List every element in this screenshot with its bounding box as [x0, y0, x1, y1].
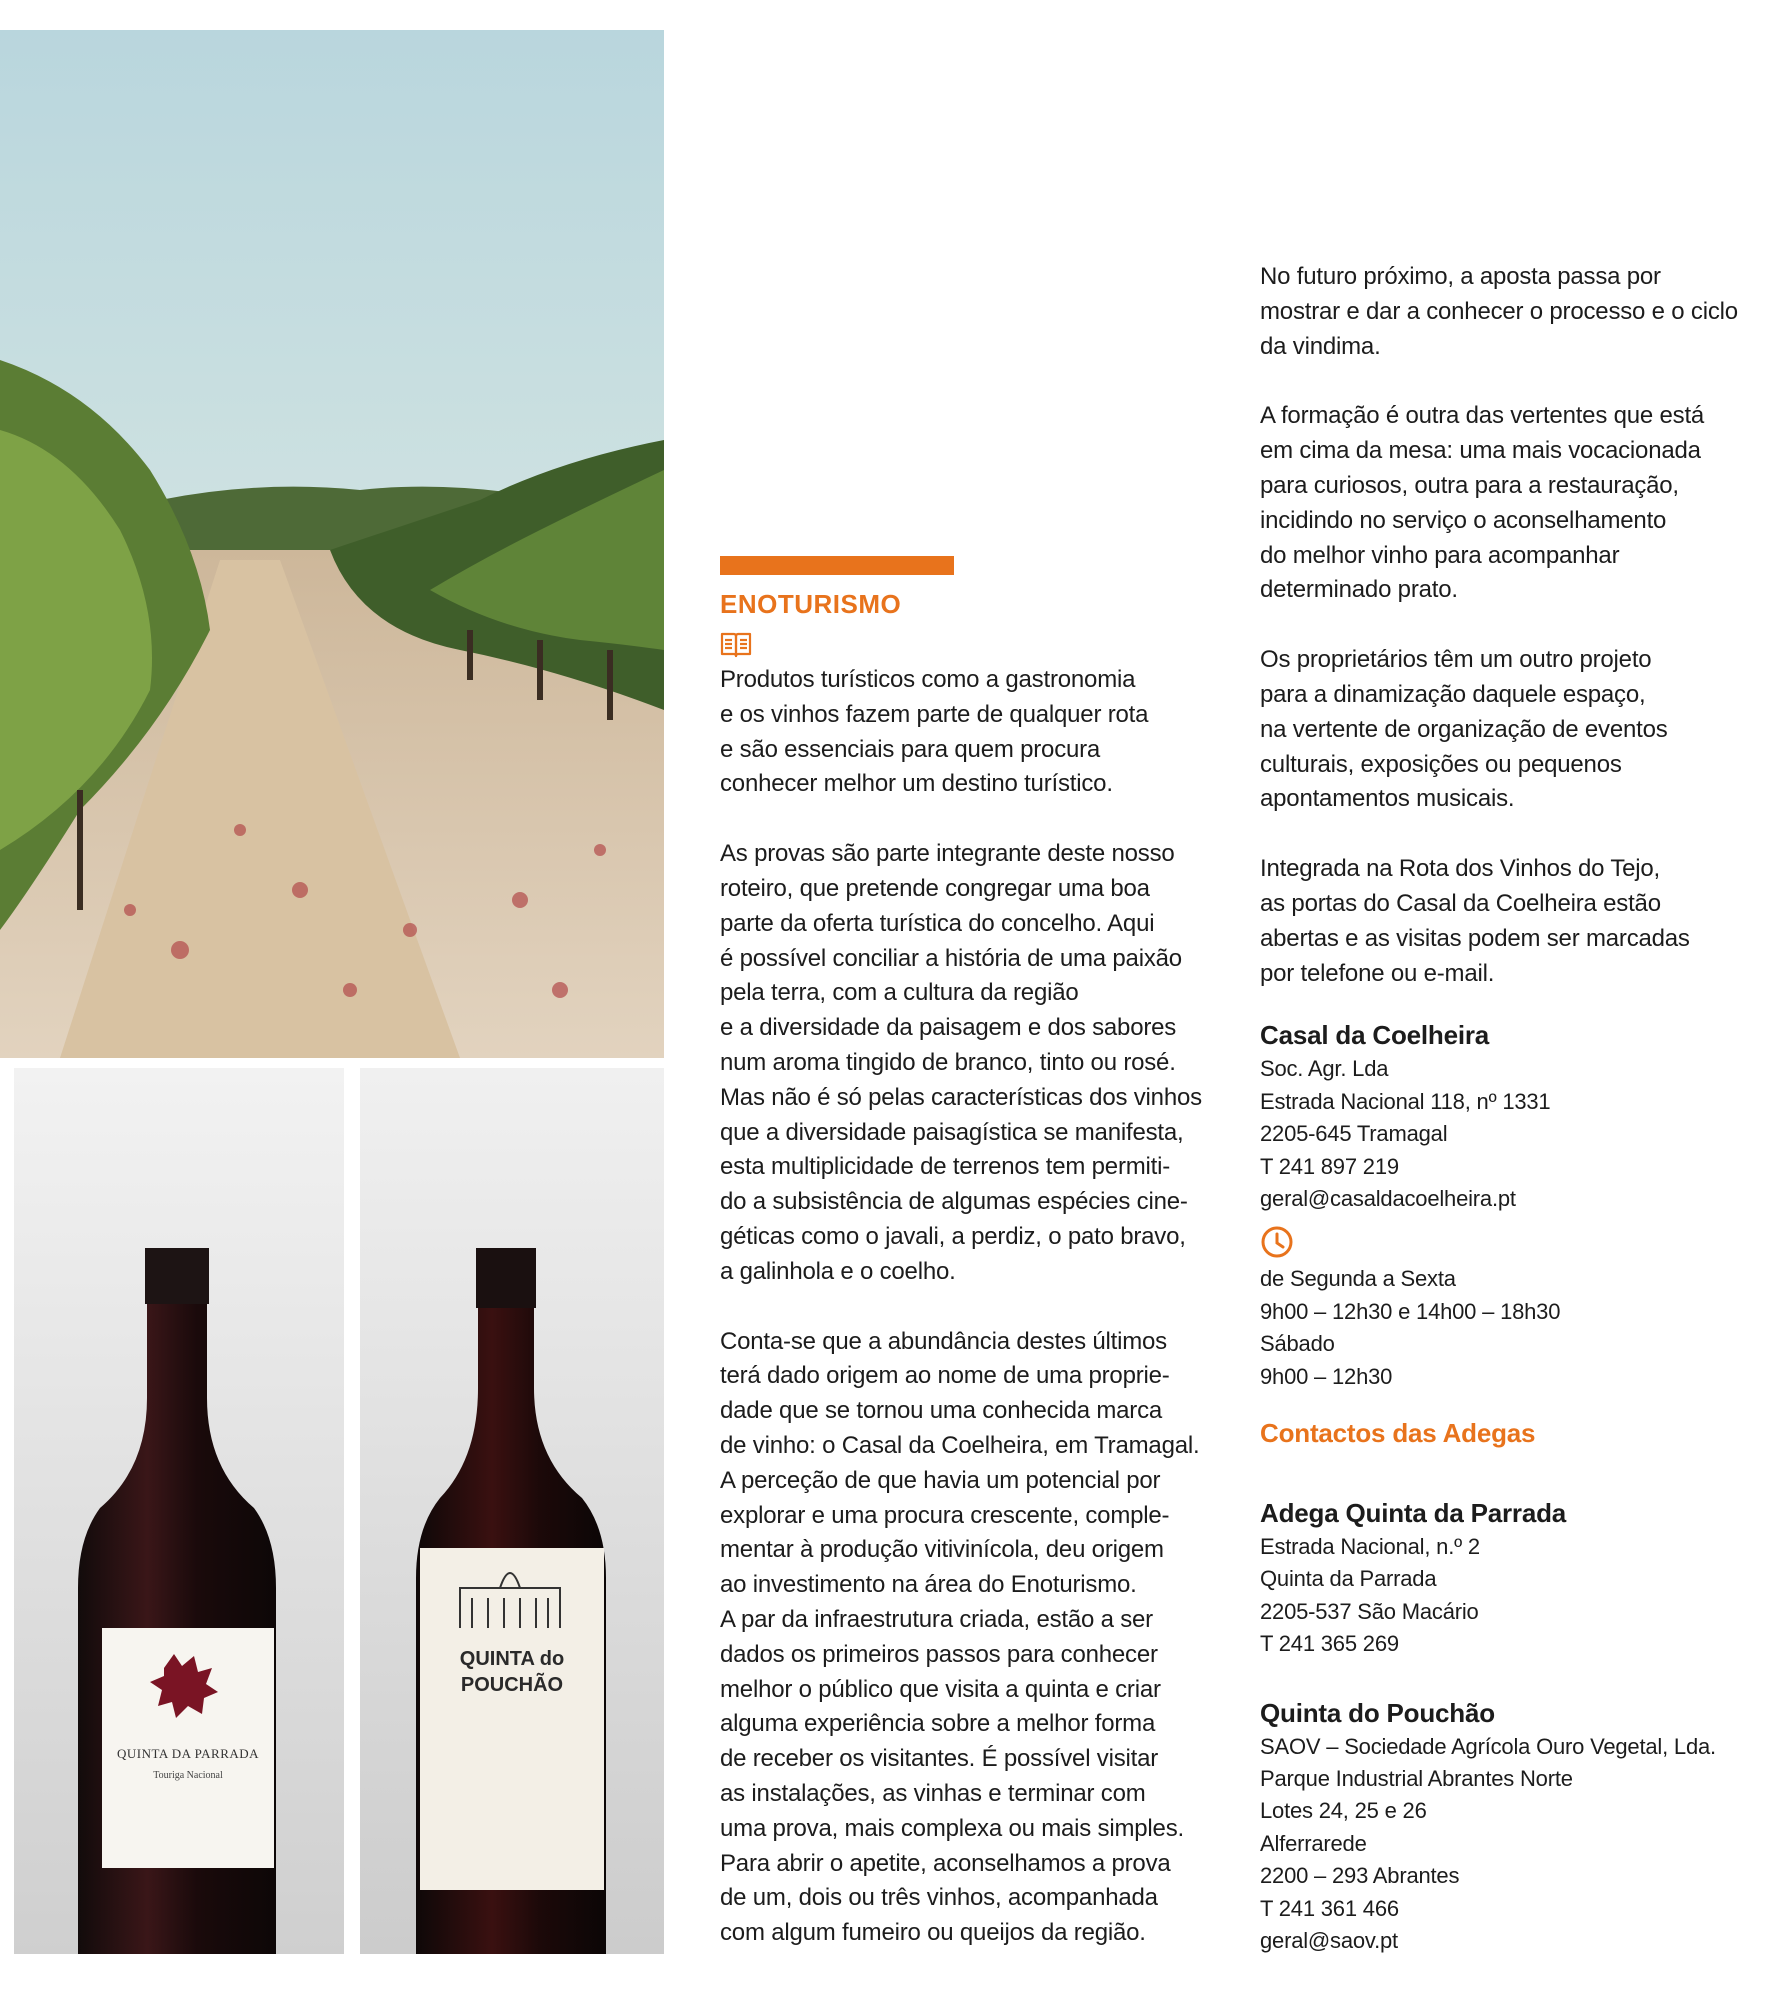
text-line: parte da oferta turística do concelho. Aqui — [720, 909, 1155, 937]
text-line: incidindo no serviço o aconselhamento — [1260, 506, 1667, 534]
text-line: T 241 365 269 — [1260, 1631, 1399, 1657]
text-line: uma prova, mais complexa ou mais simples. — [720, 1814, 1184, 1842]
text-line: as portas do Casal da Coelheira estão — [1260, 889, 1661, 917]
text-line: por telefone ou e-mail. — [1260, 959, 1495, 987]
middle-column — [720, 556, 1220, 1986]
text-line: em cima da mesa: uma mais vocacionada — [1260, 437, 1701, 465]
paragraph-future — [1260, 260, 1740, 364]
contacts-heading: Contactos das Adegas — [1260, 1418, 1536, 1448]
text-line: Quinta da Parrada — [1260, 1566, 1437, 1592]
quinta-da-parrada-bottle-photo — [14, 1068, 344, 1954]
text-line: A par da infraestrutura criada, estão a ser — [720, 1605, 1153, 1633]
text-line: mentar à produção vitivinícola, deu origem — [720, 1536, 1164, 1564]
text-line: abertas e as visitas podem ser marcadas — [1260, 924, 1690, 952]
text-line: as instalações, as vinhas e terminar com — [720, 1779, 1146, 1807]
paragraph-formacao — [1260, 399, 1740, 608]
text-line: apontamentos musicais. — [1260, 785, 1515, 813]
text-line: do melhor vinho para acompanhar — [1260, 541, 1620, 569]
parrada-label-variety: Touriga Nacional — [153, 1770, 223, 1781]
text-line: Integrada na Rota dos Vinhos do Tejo, — [1260, 855, 1661, 883]
text-line: Mas não é só pelas características dos vinhos — [720, 1083, 1202, 1111]
text-line: 2205-537 São Macário — [1260, 1598, 1479, 1624]
text-line: No futuro próximo, a aposta passa por — [1260, 263, 1661, 290]
contact-adega-parrada — [1260, 1495, 1740, 1661]
text-line: de Segunda a Sexta — [1260, 1266, 1456, 1292]
contact-casal-coelheira — [1260, 1017, 1740, 1393]
text-line: mostrar e dar a conhecer o processo e o ciclo — [1260, 297, 1738, 325]
paragraph-coelheira-history — [720, 1325, 1220, 1951]
text-line[interactable]: geral@casaldacoelheira.pt — [1260, 1185, 1516, 1211]
text-line: Conta-se que a abundância destes últimos — [720, 1327, 1167, 1355]
contact-quinta-pouchao — [1260, 1695, 1740, 1958]
contact-lines — [1260, 1531, 1740, 1661]
text-line: 2200 – 293 Abrantes — [1260, 1863, 1460, 1889]
text-line: 9h00 – 12h30 e 14h00 – 18h30 — [1260, 1298, 1561, 1324]
text-line: esta multiplicidade de terrenos tem permiti- — [720, 1153, 1171, 1181]
text-line: T 241 361 466 — [1260, 1895, 1399, 1921]
text-line: de receber os visitantes. É possível visitar — [720, 1745, 1159, 1773]
contact-lines — [1260, 1731, 1740, 1958]
text-line: Estrada Nacional 118, nº 1331 — [1260, 1088, 1551, 1114]
quinta-do-pouchao-bottle-photo — [360, 1068, 664, 1954]
text-line[interactable]: geral@saov.pt — [1260, 1928, 1398, 1954]
section-title: ENOTURISMO — [720, 589, 902, 619]
book-icon — [720, 629, 752, 659]
text-line: dade que se tornou uma conhecida marca — [720, 1397, 1163, 1425]
right-column — [1260, 260, 1740, 1991]
parrada-label-brand: QUINTA DA PARRADA — [116, 1746, 260, 1761]
text-line: conhecer melhor um destino turístico. — [720, 770, 1113, 798]
text-line: e a diversidade da paisagem e dos sabores — [720, 1014, 1177, 1042]
text-line: Alferrarede — [1260, 1830, 1367, 1856]
text-line: do a subsistência de algumas espécies cine- — [720, 1188, 1188, 1216]
text-line: a galinhola e o coelho. — [720, 1257, 956, 1285]
text-line: é possível conciliar a história de uma paixão — [720, 944, 1182, 972]
text-line: A perceção de que havia um potencial por — [720, 1466, 1161, 1494]
text-line: que a diversidade paisagística se manifesta, — [720, 1118, 1184, 1146]
text-line: SAOV – Sociedade Agrícola Ouro Vegetal, Lda. — [1260, 1733, 1716, 1759]
text-line: 2205-645 Tramagal — [1260, 1121, 1448, 1147]
text-line: para curiosos, outra para a restauração, — [1260, 471, 1679, 499]
text-line: Produtos turísticos como a gastronomia — [720, 666, 1136, 693]
text-line: T 241 897 219 — [1260, 1153, 1399, 1179]
text-line: com algum fumeiro ou queijos da região. — [720, 1919, 1146, 1947]
text-line: As provas são parte integrante deste nosso — [720, 840, 1175, 868]
text-line: melhor o público que visita a quinta e criar — [720, 1675, 1161, 1703]
text-line: Estrada Nacional, n.º 2 — [1260, 1534, 1480, 1559]
vineyard-photo — [0, 30, 664, 1058]
text-line: Para abrir o apetite, aconselhamos a prova — [720, 1849, 1171, 1877]
text-line: Sábado — [1260, 1331, 1335, 1357]
paragraph-intro — [720, 663, 1220, 802]
paragraph-rota-vinhos — [1260, 852, 1740, 991]
text-line: culturais, exposições ou pequenos — [1260, 750, 1622, 778]
contact-name: Quinta do Pouchão — [1260, 1697, 1495, 1728]
text-line: para a dinamização daquele espaço, — [1260, 680, 1646, 708]
text-line: e são essenciais para quem procura — [720, 735, 1101, 763]
text-line: alguma experiência sobre a melhor forma — [720, 1710, 1156, 1738]
text-line: Soc. Agr. Lda — [1260, 1056, 1389, 1082]
text-line: terá dado origem ao nome de uma proprie- — [720, 1362, 1170, 1390]
contact-lines — [1260, 1053, 1740, 1215]
pouchao-label-line2: POUCHÃO — [460, 1674, 564, 1696]
text-line: explorar e uma procura crescente, comple- — [720, 1501, 1170, 1529]
contact-name: Casal da Coelheira — [1260, 1020, 1490, 1051]
text-line: de um, dois ou três vinhos, acompanhada — [720, 1884, 1158, 1912]
opening-hours — [1260, 1263, 1740, 1393]
clock-icon — [1260, 1225, 1294, 1259]
pouchao-label-line1: QUINTA do — [459, 1648, 565, 1670]
text-line: num aroma tingido de branco, tinto ou rosé. — [720, 1048, 1176, 1076]
text-line: e os vinhos fazem parte de qualquer rota — [720, 700, 1149, 728]
text-line: 9h00 – 12h30 — [1260, 1363, 1393, 1389]
contact-name: Adega Quinta da Parrada — [1260, 1498, 1567, 1528]
text-line: Os proprietários têm um outro projeto — [1260, 646, 1652, 674]
text-line: de vinho: o Casal da Coelheira, em Tramagal. — [720, 1431, 1200, 1459]
text-line: ao investimento na área do Enoturismo. — [720, 1571, 1137, 1599]
text-line: Parque Industrial Abrantes Norte — [1260, 1766, 1573, 1792]
text-line: da vindima. — [1260, 332, 1381, 360]
text-line: pela terra, com a cultura da região — [720, 979, 1079, 1007]
text-line: na vertente de organização de eventos — [1260, 715, 1668, 743]
section-accent-bar — [720, 556, 954, 575]
text-line: Lotes 24, 25 e 26 — [1260, 1798, 1427, 1824]
paragraph-proprietarios — [1260, 643, 1740, 817]
text-line: A formação é outra das vertentes que está — [1260, 402, 1705, 430]
text-line: roteiro, que pretende congregar uma boa — [720, 874, 1150, 902]
text-line: géticas como o javali, a perdiz, o pato bravo, — [720, 1222, 1186, 1250]
paragraph-provas — [720, 837, 1220, 1289]
text-line: dados os primeiros passos para conhecer — [720, 1640, 1158, 1668]
text-line: determinado prato. — [1260, 576, 1458, 604]
